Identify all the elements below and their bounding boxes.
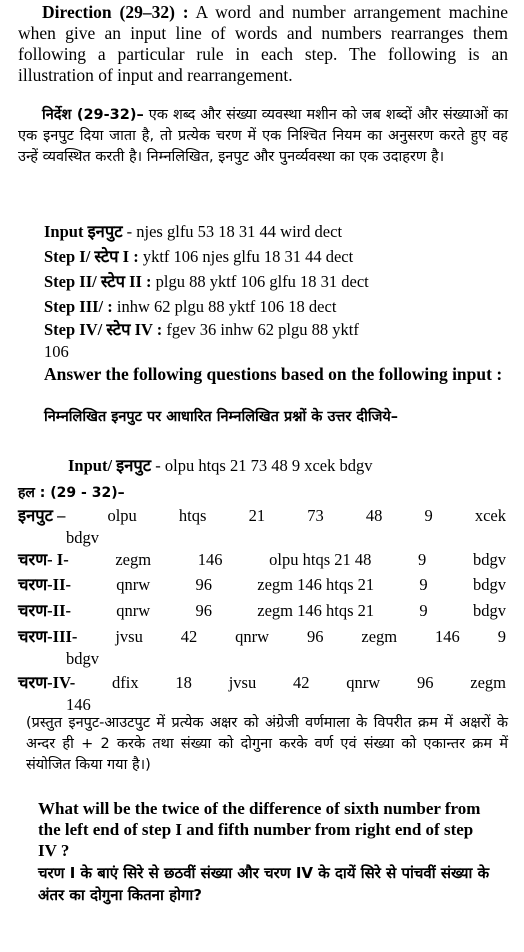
solution-step-label: चरण-III- — [18, 627, 78, 646]
example-label: Input इनपुट — [44, 222, 123, 241]
question-hindi: चरण I के बाएं सिरे से छठवीं संख्या और चरण IV के दायें सिरे से पांचवीं संख्या के अंतर का दोगुना कितना होगा? — [38, 864, 490, 904]
solution-token: 73 — [307, 506, 324, 525]
example-value: yktf 106 njes glfu 18 31 44 dect — [138, 247, 354, 266]
solution-token: 96 — [195, 601, 212, 620]
answer-heading: Answer the following questions based on the following input : — [44, 364, 503, 384]
solution-token: qnrw — [346, 673, 381, 692]
solution-step-row — [18, 627, 506, 647]
solution-token: 9 — [419, 575, 428, 594]
solution-step-label: चरण- I- — [18, 550, 69, 569]
solution-token: bdgv — [472, 601, 506, 620]
solution-token: 96 — [195, 575, 212, 594]
solution-token: 9 — [419, 601, 428, 620]
example-value: fgev 36 inhw 62 plgu 88 yktf — [162, 320, 359, 339]
example-step-4-continuation: 106 — [44, 342, 69, 361]
solution-token: 9 — [424, 506, 433, 525]
direction-text-hindi: एक शब्द और संख्या व्यवस्था मशीन को जब शब्दों और संख्याओं का एक इनपुट दिया जाता है, तो प्रत्येक चरण में एक निश्चित नियम का अनुसरण करते हुए वह उन्हें व्यवस्थित करती है। निम्नलिखित, इनपुट और पुनर्व्यवस्था का एक उदाहरण है। — [18, 107, 509, 165]
solution-token: 48 — [365, 506, 383, 525]
solution-token: 18 — [175, 673, 192, 692]
solution-token: jvsu — [115, 627, 143, 646]
solution-token: dfix — [112, 673, 139, 692]
example-value: plgu 88 yktf 106 glfu 18 31 dect — [151, 272, 369, 291]
solution-token: 42 — [180, 627, 198, 646]
solution-token: jvsu — [228, 673, 257, 692]
solution-token: xcek — [474, 506, 506, 525]
solution-token: bdgv — [472, 550, 506, 569]
solution-token: bdgv — [472, 575, 506, 594]
solution-step-row — [18, 575, 506, 595]
given-input-row — [68, 456, 372, 476]
solution-token: zegm — [115, 550, 152, 569]
example-step-4-row — [44, 320, 359, 340]
solution-token: qnrw — [235, 627, 270, 646]
solution-token: 96 — [306, 627, 324, 646]
example-step-2-row — [44, 272, 369, 292]
solution-token: zegm — [470, 673, 506, 692]
solution-token: zegm 146 htqs 21 — [257, 601, 375, 620]
solution-step-row — [18, 550, 506, 570]
example-label: Step IV/ स्टेप IV : — [44, 320, 163, 339]
answer-heading-hindi: निम्नलिखित इनपुट पर आधारित निम्नलिखित प्रश्नों के उत्तर दीजिये– — [44, 409, 399, 425]
solution-token: htqs — [178, 506, 207, 525]
solution-token: 146 — [435, 627, 460, 646]
solution-token: olpu htqs 21 48 — [269, 550, 372, 569]
solution-token: 9 — [418, 550, 427, 569]
solution-token: qnrw — [116, 601, 151, 620]
question-english: What will be the twice of the difference of sixth number from the left end of step I and fifth number from right end of step IV ? — [38, 799, 481, 860]
solution-token: 42 — [293, 673, 310, 692]
given-input-label: Input/ इनपुट — [68, 456, 152, 475]
solution-step-continuation: bdgv — [66, 649, 99, 668]
solution-step-row — [18, 673, 506, 693]
solution-token: zegm 146 htqs 21 — [257, 575, 375, 594]
given-input-value: - olpu htqs 21 73 48 9 xcek bdgv — [151, 456, 373, 475]
solution-step-continuation: 146 — [66, 695, 91, 714]
solution-step-row — [18, 506, 506, 526]
direction-paragraph — [18, 2, 508, 86]
example-label: Step III/ : — [44, 297, 113, 316]
example-label: Step II/ स्टेप II : — [44, 272, 152, 291]
example-value: - njes glfu 53 18 31 44 wird dect — [122, 222, 343, 241]
solution-note: (प्रस्तुत इनपुट-आउटपुट में प्रत्येक अक्षर को अंग्रेजी वर्णमाला के विपरीत क्रम में अक्षरों के अन्दर ही + 2 करके तथा संख्या को दोगुना करके वर्ण एवं संख्या को एकान्तर क्रम में संयोजित किया गया है।) — [26, 715, 508, 773]
solution-token: zegm — [361, 627, 398, 646]
solution-token: olpu — [107, 506, 137, 525]
solution-token: 96 — [416, 673, 434, 692]
solution-heading: हल : (29 - 32)– — [18, 485, 125, 501]
solution-step-label: चरण-II- — [18, 575, 71, 594]
example-value: inhw 62 plgu 88 yktf 106 18 dect — [112, 297, 337, 316]
solution-token: 9 — [497, 627, 506, 646]
solution-token: 21 — [248, 506, 266, 525]
example-label: Step I/ स्टेप I : — [44, 247, 139, 266]
example-step-1-row — [44, 247, 353, 267]
solution-token: 146 — [197, 550, 223, 569]
example-input-row — [44, 222, 342, 242]
direction-paragraph-hindi — [18, 105, 508, 168]
solution-step-label: चरण-IV- — [18, 673, 76, 692]
solution-step-row — [18, 601, 506, 621]
direction-heading-hindi: निर्देश (29-32)– — [42, 107, 144, 123]
direction-heading: Direction (29–32) : — [42, 2, 189, 22]
solution-step-label: इनपुट – — [18, 506, 66, 525]
direction-text: A word and number arrangement machine when give an input line of words and numbers rearranges them following a particular rule in each step. The following is an illustration of input and rearrangement. — [18, 2, 508, 85]
example-step-3-row — [44, 297, 336, 317]
solution-step-label: चरण-II- — [18, 601, 71, 620]
solution-token: qnrw — [116, 575, 151, 594]
solution-step-continuation: bdgv — [66, 528, 99, 547]
